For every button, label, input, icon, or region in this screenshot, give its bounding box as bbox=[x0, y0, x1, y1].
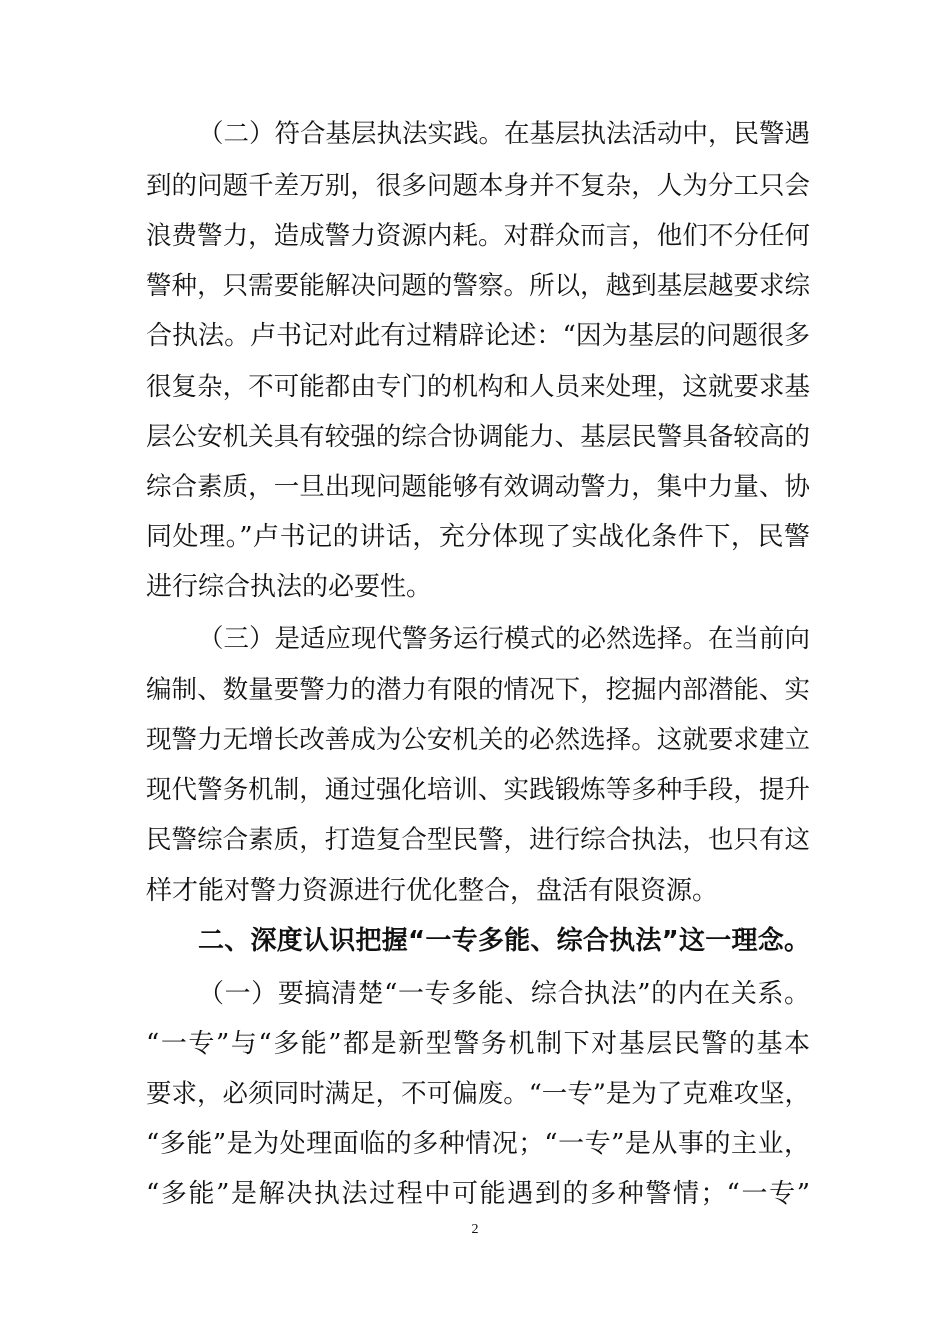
paragraph-4-line: “多能”是为处理面临的多种情况；“一专”是从事的主业， bbox=[146, 1129, 810, 1159]
paragraph-2-line: 合执法。卢书记对此有过精辟论述：“因为基层的问题很多 bbox=[146, 321, 810, 351]
paragraph-2-line: 很复杂，不可能都由专门的机构和人员来处理，这就要求基 bbox=[146, 372, 810, 402]
paragraph-4-line: “多能”是解决执法过程中可能遇到的多种警情；“一专” bbox=[146, 1179, 810, 1209]
paragraph-4-line: （一）要搞清楚“一专多能、综合执法”的内在关系。 bbox=[198, 979, 810, 1009]
paragraph-3-line: 现代警务机制，通过强化培训、实践锻炼等多种手段，提升 bbox=[146, 775, 810, 805]
paragraph-2-line: 进行综合执法的必要性。 bbox=[146, 572, 433, 602]
paragraph-3-line: （三）是适应现代警务运行模式的必然选择。在当前向 bbox=[198, 624, 811, 654]
paragraph-3-line: 编制、数量要警力的潜力有限的情况下，挖掘内部潜能、实 bbox=[146, 675, 810, 705]
page-number: 2 bbox=[471, 1222, 479, 1237]
paragraph-2-line: （二）符合基层执法实践。在基层执法活动中，民警遇 bbox=[198, 119, 811, 149]
paragraph-4-line: 要求，必须同时满足，不可偏废。“一专”是为了克难攻坚， bbox=[146, 1079, 810, 1109]
paragraph-2-line: 到的问题千差万别，很多问题本身并不复杂，人为分工只会 bbox=[146, 171, 810, 201]
paragraph-3-line: 样才能对警力资源进行优化整合，盘活有限资源。 bbox=[146, 876, 719, 906]
paragraph-4-line: “一专”与“多能”都是新型警务机制下对基层民警的基本 bbox=[146, 1029, 810, 1059]
paragraph-2-line: 同处理。”卢书记的讲话，充分体现了实战化条件下，民警 bbox=[146, 522, 810, 552]
section-heading: 二、深度认识把握“一专多能、综合执法”这一理念。 bbox=[198, 926, 810, 956]
paragraph-2-line: 层公安机关具有较强的综合协调能力、基层民警具备较高的 bbox=[146, 422, 810, 452]
paragraph-2-line: 浪费警力，造成警力资源内耗。对群众而言，他们不分任何 bbox=[146, 221, 810, 251]
paragraph-2-line: 综合素质，一旦出现问题能够有效调动警力，集中力量、协 bbox=[146, 472, 810, 502]
paragraph-3-line: 民警综合素质，打造复合型民警，进行综合执法，也只有这 bbox=[146, 825, 810, 855]
paragraph-3-line: 现警力无增长改善成为公安机关的必然选择。这就要求建立 bbox=[146, 725, 810, 755]
paragraph-2-line: 警种，只需要能解决问题的警察。所以，越到基层越要求综 bbox=[146, 271, 810, 301]
